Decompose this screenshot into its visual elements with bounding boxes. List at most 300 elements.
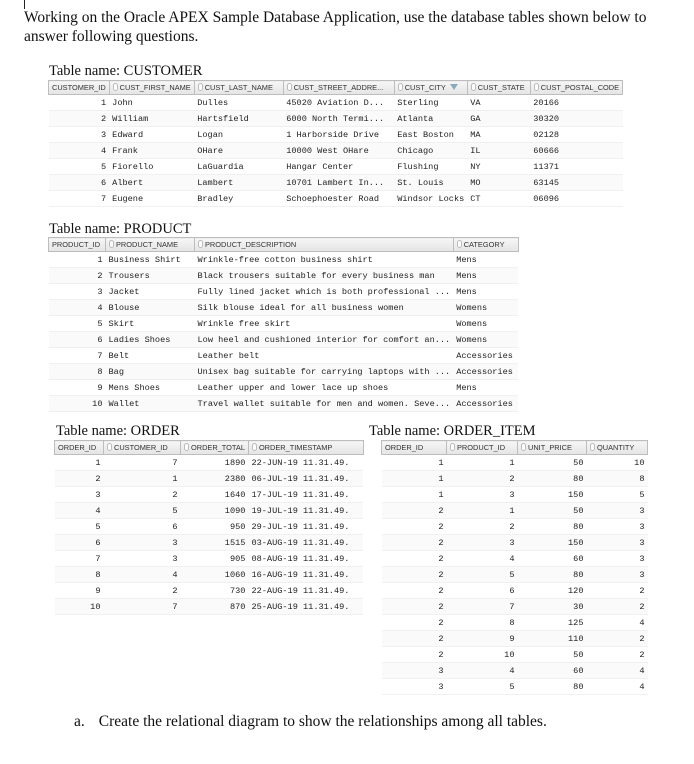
table-cell: 16-AUG-19 11.31.49.	[248, 567, 363, 583]
product-table-wrap	[48, 237, 519, 412]
table-cell: GA	[467, 111, 530, 127]
table-cell: Womens	[453, 316, 518, 332]
table-row	[382, 663, 648, 679]
table-cell: 06096	[530, 191, 622, 207]
table-cell: 80	[518, 471, 587, 487]
sort-icon	[450, 443, 455, 451]
table-cell: 2	[382, 535, 447, 551]
table-cell: 950	[181, 519, 249, 535]
table-row	[382, 615, 648, 631]
table-cell: 3	[55, 487, 104, 503]
table-cell: 5	[104, 503, 181, 519]
table-cell: 17-JUL-19 11.31.49.	[248, 487, 363, 503]
question-a	[74, 713, 547, 731]
table-row	[49, 380, 519, 396]
table-cell: 4	[587, 679, 648, 695]
table-cell: 1890	[181, 455, 249, 471]
table-row	[49, 127, 623, 143]
table-cell: 2	[382, 551, 447, 567]
table-cell: 2	[382, 503, 447, 519]
table-row	[382, 647, 648, 663]
table-cell: 7	[49, 348, 106, 364]
table-cell: Bag	[106, 364, 195, 380]
table-cell: LaGuardia	[194, 159, 283, 175]
table-cell: 4	[587, 615, 648, 631]
table-cell: Blouse	[106, 300, 195, 316]
table-row	[49, 268, 519, 284]
table-cell: 3	[104, 535, 181, 551]
table-cell: 110	[518, 631, 587, 647]
table-cell: 30320	[530, 111, 622, 127]
sort-icon	[590, 443, 595, 451]
table-row	[382, 599, 648, 615]
table-row	[382, 487, 648, 503]
table-row	[55, 487, 364, 503]
table-cell: 1	[447, 503, 518, 519]
table-cell: 2	[587, 647, 648, 663]
table-cell: Travel wallet suitable for men and women. Seve...	[195, 396, 454, 412]
table-cell: 6	[104, 519, 181, 535]
table-cell: 4	[587, 663, 648, 679]
table-cell: 08-AUG-19 11.31.49.	[248, 551, 363, 567]
sort-icon	[252, 443, 257, 451]
column-header-label: QUANTITY	[597, 443, 635, 452]
column-header[interactable]	[587, 441, 648, 455]
table-cell: Hartsfield	[194, 111, 283, 127]
column-header[interactable]	[195, 238, 454, 252]
table-cell: 10000 West OHare	[283, 143, 394, 159]
table-cell: 2	[447, 519, 518, 535]
table-cell: 20166	[530, 95, 622, 111]
column-header-label: CUSTOMER_ID	[52, 83, 106, 92]
customer-table-wrap	[48, 80, 623, 207]
table-cell: Schoephoester Road	[283, 191, 394, 207]
table-cell: 22-JUN-19 11.31.49.	[248, 455, 363, 471]
table-cell: 10	[587, 455, 648, 471]
sort-icon	[198, 240, 203, 248]
table-cell: 80	[518, 519, 587, 535]
column-header[interactable]	[49, 238, 106, 252]
table-row	[55, 519, 364, 535]
table-cell: Accessories	[453, 364, 518, 380]
table-cell: Frank	[109, 143, 194, 159]
table-row	[49, 111, 623, 127]
table-cell: 3	[447, 535, 518, 551]
table-cell: 8	[447, 615, 518, 631]
column-header[interactable]	[447, 441, 518, 455]
column-header[interactable]	[106, 238, 195, 252]
table-cell: 3	[49, 127, 110, 143]
table-cell: 9	[55, 583, 104, 599]
order-table-wrap	[54, 440, 364, 615]
column-header-label: ORDER_ID	[385, 443, 424, 452]
table-cell: 6000 North Termi...	[283, 111, 394, 127]
table-cell: 2	[382, 567, 447, 583]
table-cell: Wrinkle-free cotton business shirt	[195, 252, 454, 268]
table-row	[55, 455, 364, 471]
table-cell: 5	[55, 519, 104, 535]
table-row	[382, 455, 648, 471]
question-text: Create the relational diagram to show the relationships among all tables.	[98, 713, 547, 730]
column-header[interactable]	[194, 81, 283, 95]
table-cell: Atlanta	[394, 111, 467, 127]
table-cell: 2	[382, 583, 447, 599]
table-cell: 1	[382, 487, 447, 503]
table-cell: 3	[587, 519, 648, 535]
product-table-title: Table name: PRODUCT	[49, 221, 192, 237]
table-cell: 2	[587, 631, 648, 647]
table-cell: 50	[518, 647, 587, 663]
table-cell: 2	[382, 631, 447, 647]
table-row	[55, 567, 364, 583]
column-header[interactable]	[248, 441, 363, 455]
table-cell: 6	[55, 535, 104, 551]
table-cell: Wrinkle free skirt	[195, 316, 454, 332]
table-row	[49, 396, 519, 412]
table-cell: 2	[382, 615, 447, 631]
table-cell: 1	[382, 471, 447, 487]
question-number: a.	[74, 713, 85, 730]
table-row	[49, 159, 623, 175]
table-cell: 1	[49, 95, 110, 111]
intro-text: Working on the Oracle APEX Sample Database Application, use the database tables shown below to answer following questions.	[24, 9, 647, 45]
table-row	[49, 95, 623, 111]
table-row	[382, 583, 648, 599]
table-cell: 25-AUG-19 11.31.49.	[248, 599, 363, 615]
table-cell: Logan	[194, 127, 283, 143]
table-cell: 2380	[181, 471, 249, 487]
table-cell: 2	[587, 583, 648, 599]
sort-icon	[398, 83, 403, 91]
table-cell: CT	[467, 191, 530, 207]
table-cell: 30	[518, 599, 587, 615]
table-row	[55, 503, 364, 519]
table-cell: 125	[518, 615, 587, 631]
table-cell: 5	[587, 487, 648, 503]
table-cell: 7	[55, 551, 104, 567]
table-cell: 3	[382, 679, 447, 695]
table-cell: 3	[382, 663, 447, 679]
table-cell: Mens Shoes	[106, 380, 195, 396]
sort-icon	[184, 443, 189, 451]
table-cell: 1	[55, 455, 104, 471]
column-header-label: ORDER_TIMESTAMP	[258, 443, 333, 452]
table-cell: 8	[49, 364, 106, 380]
table-cell: 120	[518, 583, 587, 599]
column-header-label: CUST_LAST_NAME	[204, 83, 273, 92]
table-cell: Albert	[109, 175, 194, 191]
table-cell: 5	[49, 316, 106, 332]
sort-icon	[471, 83, 476, 91]
table-cell: Low heel and cushioned interior for comfort an...	[195, 332, 454, 348]
table-row	[49, 316, 519, 332]
table-cell: 2	[49, 111, 110, 127]
column-header-label: CUST_CITY	[404, 83, 446, 92]
table-cell: 10	[49, 396, 106, 412]
table-cell: Bradley	[194, 191, 283, 207]
table-cell: 4	[49, 143, 110, 159]
table-cell: Fully lined jacket which is both professional ...	[195, 284, 454, 300]
order-item-table	[381, 440, 648, 695]
column-header-label: PRODUCT_ID	[457, 443, 506, 452]
column-header[interactable]	[109, 81, 194, 95]
table-cell: IL	[467, 143, 530, 159]
table-row	[382, 679, 648, 695]
table-cell: Womens	[453, 300, 518, 316]
table-cell: 10701 Lambert In...	[283, 175, 394, 191]
table-cell: 2	[382, 519, 447, 535]
sort-icon	[287, 83, 292, 91]
table-cell: St. Louis	[394, 175, 467, 191]
table-cell: 3	[587, 567, 648, 583]
table-cell: Mens	[453, 268, 518, 284]
table-cell: 2	[447, 471, 518, 487]
table-cell: Unisex bag suitable for carrying laptops with ...	[195, 364, 454, 380]
sort-icon	[109, 240, 114, 248]
column-header-label: CUST_POSTAL_CODE	[540, 83, 620, 92]
table-cell: 80	[518, 679, 587, 695]
column-header-label: CATEGORY	[463, 240, 505, 249]
table-cell: Accessories	[453, 348, 518, 364]
sort-icon	[457, 240, 462, 248]
table-cell: 6	[49, 175, 110, 191]
sort-icon	[198, 83, 203, 91]
table-cell: 150	[518, 487, 587, 503]
table-cell: 5	[447, 679, 518, 695]
table-cell: Hangar Center	[283, 159, 394, 175]
sort-icon	[521, 443, 526, 451]
sort-icon	[113, 83, 118, 91]
table-cell: Fiorello	[109, 159, 194, 175]
table-cell: 2	[382, 647, 447, 663]
table-cell: 03-AUG-19 11.31.49.	[248, 535, 363, 551]
table-cell: 4	[49, 300, 106, 316]
table-cell: 3	[587, 503, 648, 519]
table-row	[55, 551, 364, 567]
table-cell: 7	[447, 599, 518, 615]
table-cell: Flushing	[394, 159, 467, 175]
table-cell: OHare	[194, 143, 283, 159]
table-cell: 3	[104, 551, 181, 567]
customer-table	[48, 80, 623, 207]
column-header-label: CUST_FIRST_NAME	[119, 83, 191, 92]
table-cell: 22-AUG-19 11.31.49.	[248, 583, 363, 599]
table-row	[382, 519, 648, 535]
table-cell: Chicago	[394, 143, 467, 159]
table-cell: Dulles	[194, 95, 283, 111]
table-cell: East Boston	[394, 127, 467, 143]
table-cell: 45020 Aviation D...	[283, 95, 394, 111]
table-cell: 7	[49, 191, 110, 207]
table-cell: Belt	[106, 348, 195, 364]
column-header[interactable]	[49, 81, 110, 95]
table-cell: Windsor Locks	[394, 191, 467, 207]
column-header[interactable]	[181, 441, 249, 455]
customer-table-title: Table name: CUSTOMER	[49, 63, 203, 79]
table-cell: Womens	[453, 332, 518, 348]
table-cell: Lambert	[194, 175, 283, 191]
table-row	[49, 364, 519, 380]
table-cell: 8	[55, 567, 104, 583]
table-cell: 1	[447, 455, 518, 471]
table-row	[382, 551, 648, 567]
table-row	[49, 348, 519, 364]
column-header-label: UNIT_PRICE	[528, 443, 572, 452]
table-cell: Trousers	[106, 268, 195, 284]
table-cell: Mens	[453, 284, 518, 300]
table-cell: 9	[49, 380, 106, 396]
product-table	[48, 237, 519, 412]
table-row	[55, 535, 364, 551]
table-row	[382, 471, 648, 487]
table-cell: 19-JUL-19 11.31.49.	[248, 503, 363, 519]
table-cell: Skirt	[106, 316, 195, 332]
table-cell: Business Shirt	[106, 252, 195, 268]
table-row	[382, 631, 648, 647]
column-header-label: ORDER_TOTAL	[191, 443, 245, 452]
table-cell: 2	[49, 268, 106, 284]
table-row	[382, 503, 648, 519]
table-cell: 7	[104, 599, 181, 615]
sort-icon	[534, 83, 539, 91]
column-header[interactable]	[394, 81, 467, 95]
table-cell: Ladies Shoes	[106, 332, 195, 348]
table-cell: 60	[518, 551, 587, 567]
table-cell: NY	[467, 159, 530, 175]
table-row	[49, 191, 623, 207]
table-cell: 4	[447, 551, 518, 567]
table-cell: 1	[104, 471, 181, 487]
table-cell: Mens	[453, 380, 518, 396]
column-header-label: PRODUCT_DESCRIPTION	[205, 240, 297, 249]
table-row	[55, 583, 364, 599]
table-cell: John	[109, 95, 194, 111]
table-row	[49, 175, 623, 191]
table-cell: 1	[49, 252, 106, 268]
table-row	[49, 284, 519, 300]
table-cell: 730	[181, 583, 249, 599]
table-cell: 4	[447, 663, 518, 679]
table-cell: 5	[49, 159, 110, 175]
table-cell: William	[109, 111, 194, 127]
table-cell: 02128	[530, 127, 622, 143]
table-row	[49, 252, 519, 268]
order-table	[54, 440, 364, 615]
table-cell: Leather upper and lower lace up shoes	[195, 380, 454, 396]
table-cell: Black trousers suitable for every business man	[195, 268, 454, 284]
table-cell: 6	[49, 332, 106, 348]
table-cell: 50	[518, 503, 587, 519]
table-cell: 1515	[181, 535, 249, 551]
table-cell: 870	[181, 599, 249, 615]
order-table-title: Table name: ORDER	[56, 423, 180, 439]
table-cell: Edward	[109, 127, 194, 143]
table-cell: Wallet	[106, 396, 195, 412]
table-cell: Accessories	[453, 396, 518, 412]
column-header[interactable]	[467, 81, 530, 95]
table-cell: 10	[447, 647, 518, 663]
order-item-table-wrap	[381, 440, 648, 695]
table-cell: 29-JUL-19 11.31.49.	[248, 519, 363, 535]
table-row	[382, 567, 648, 583]
table-cell: 8	[587, 471, 648, 487]
table-cell: 5	[447, 567, 518, 583]
sort-icon	[107, 443, 112, 451]
column-header[interactable]	[283, 81, 394, 95]
column-header[interactable]	[104, 441, 181, 455]
table-row	[55, 599, 364, 615]
table-row	[382, 535, 648, 551]
column-header[interactable]	[530, 81, 622, 95]
table-cell: Eugene	[109, 191, 194, 207]
table-cell: 60666	[530, 143, 622, 159]
table-cell: 4	[104, 567, 181, 583]
table-row	[49, 143, 623, 159]
column-header-label: CUST_STREET_ADDRE...	[293, 83, 384, 92]
table-cell: 905	[181, 551, 249, 567]
table-cell: 2	[104, 487, 181, 503]
column-header-label: CUSTOMER_ID	[114, 443, 168, 452]
table-cell: MA	[467, 127, 530, 143]
table-cell: 1 Harborside Drive	[283, 127, 394, 143]
table-cell: 150	[518, 535, 587, 551]
table-cell: 3	[49, 284, 106, 300]
table-cell: 1090	[181, 503, 249, 519]
order-item-table-title: Table name: ORDER_ITEM	[369, 423, 536, 439]
table-cell: 1	[382, 455, 447, 471]
table-cell: 60	[518, 663, 587, 679]
table-cell: 3	[447, 487, 518, 503]
filter-icon	[450, 84, 458, 90]
table-cell: 10	[55, 599, 104, 615]
table-cell: MO	[467, 175, 530, 191]
table-row	[49, 332, 519, 348]
table-cell: 6	[447, 583, 518, 599]
column-header[interactable]	[55, 441, 104, 455]
column-header-label: PRODUCT_NAME	[116, 240, 179, 249]
table-cell: 1640	[181, 487, 249, 503]
table-cell: Sterling	[394, 95, 467, 111]
table-row	[55, 471, 364, 487]
table-cell: 9	[447, 631, 518, 647]
table-cell: 2	[587, 599, 648, 615]
table-row	[49, 300, 519, 316]
table-cell: VA	[467, 95, 530, 111]
table-cell: 50	[518, 455, 587, 471]
table-cell: 11371	[530, 159, 622, 175]
table-cell: 63145	[530, 175, 622, 191]
table-cell: 2	[382, 599, 447, 615]
table-cell: 06-JUL-19 11.31.49.	[248, 471, 363, 487]
table-cell: 2	[104, 583, 181, 599]
table-cell: 3	[587, 551, 648, 567]
table-cell: 7	[104, 455, 181, 471]
column-header[interactable]	[382, 441, 447, 455]
table-cell: Silk blouse ideal for all business women	[195, 300, 454, 316]
table-cell: 4	[55, 503, 104, 519]
table-cell: Mens	[453, 252, 518, 268]
table-cell: 80	[518, 567, 587, 583]
column-header-label: CUST_STATE	[477, 83, 525, 92]
column-header[interactable]	[518, 441, 587, 455]
table-cell: Leather belt	[195, 348, 454, 364]
table-cell: 3	[587, 535, 648, 551]
column-header[interactable]	[453, 238, 518, 252]
table-cell: 1060	[181, 567, 249, 583]
table-cell: Jacket	[106, 284, 195, 300]
column-header-label: ORDER_ID	[58, 443, 97, 452]
table-cell: 2	[55, 471, 104, 487]
